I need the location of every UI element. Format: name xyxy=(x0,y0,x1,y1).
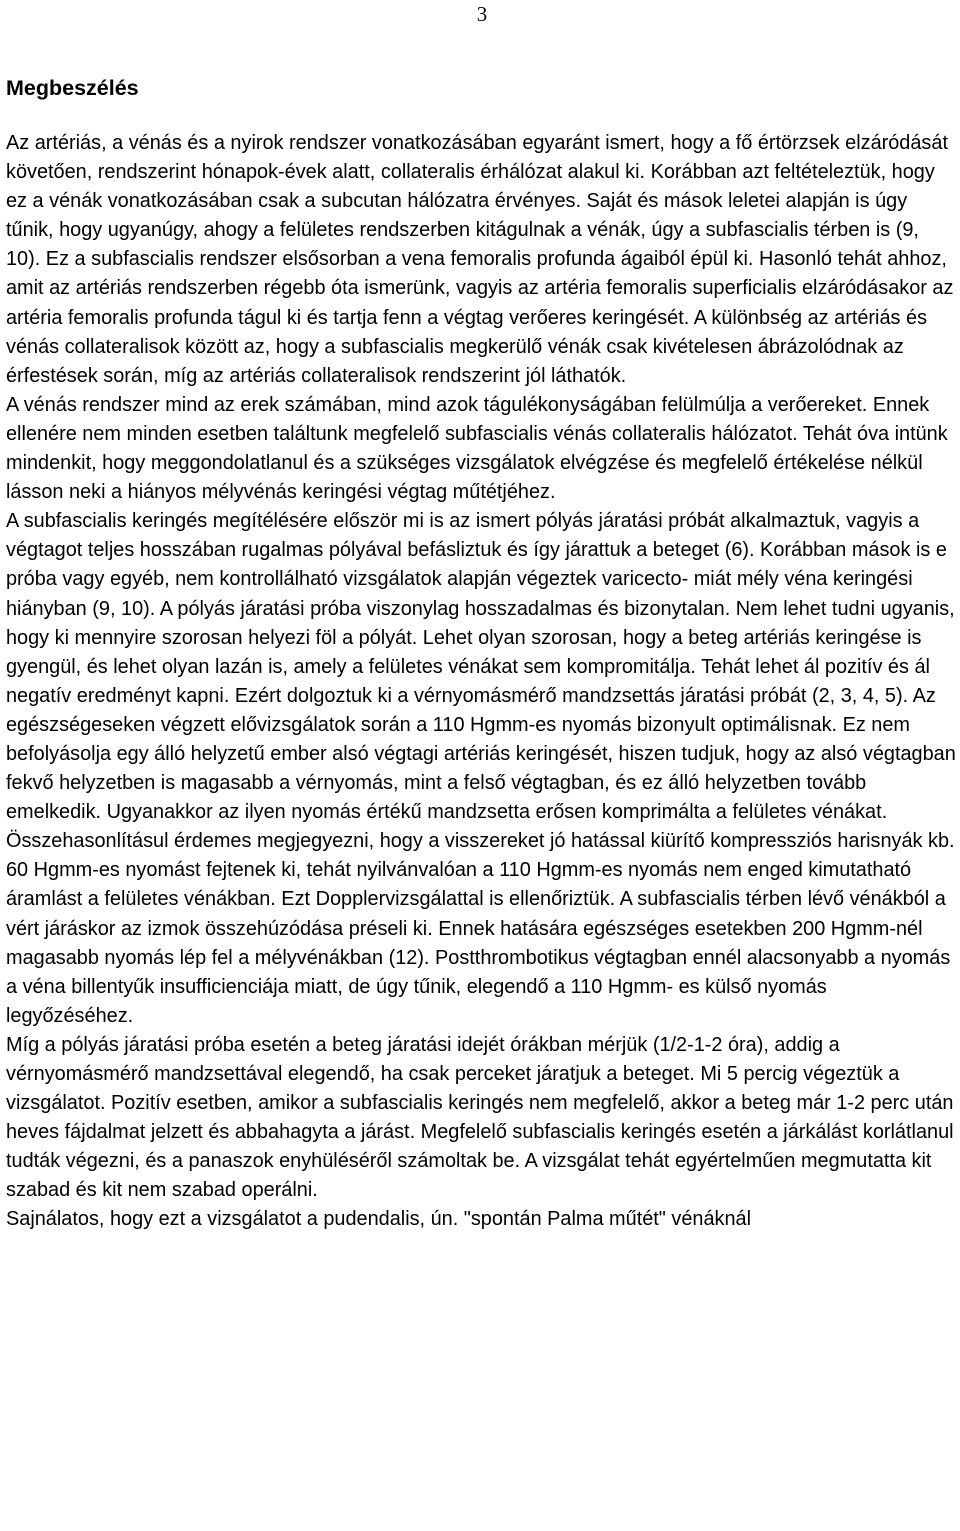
section-heading: Megbeszélés xyxy=(6,76,139,100)
paragraph-3: A subfascialis keringés megítélésére először mi is az ismert pólyás járatási próbát alkalmaztuk, vagyis a végtagot teljes hosszában rugalmas pólyával befásliztuk és így járattuk a beteget (6). Korábban mások is e próba vagy egyéb, nem kontrollálható vizsgálatok alapján végeztek varicecto- miát mély véna keringési hiányban (9, 10). A pólyás járatási próba viszonylag hosszadalmas és bizonytalan. Nem lehet tudni ugyanis, hogy ki mennyire szorosan helyezi föl a pólyát. Lehet olyan szorosan, hogy a beteg artériás keringése is gyengül, és lehet olyan lazán is, amely a felületes vénákat sem kompromitálja. Tehát lehet ál pozitív és ál negatív eredményt kapni. Ezért dolgoztuk ki a vérnyomásmérő mandzsettás járatási próbát (2, 3, 4, 5). Az egészségeseken végzett elővizsgálatok során a 110 Hgmm-es nyomás bizonyult optimálisnak. Ez nem befolyásolja egy álló helyzetű ember alsó végtagi artériás keringését, hiszen tudjuk, hogy az alsó végtagban fekvő helyzetben is magasabb a vérnyomás, mint a felső végtagban, és ez álló helyzetben tovább emelkedik. Ugyanakkor az ilyen nyomás értékű mandzsetta erősen komprimálta a felületes vénákat. Összehasonlításul érdemes megjegyezni, hogy a visszereket jó hatással kiürítő kompressziós harisnyák kb. 60 Hgmm-es nyomást fejtenek ki, tehát nyilvánvalóan a 110 Hgmm-es nyomás nem enged kimutatható áramlást a felületes vénákban. Ezt Dopplervizsgálattal is ellenőriztük. A subfascialis térben lévő vénákból a vért járáskor az izmok összehúzódása préseli ki. Ennek hatására egészséges esetekben 200 Hgmm-nél magasabb nyomás lép fel a mélyvénákban (12). Postthrombotikus végtagban ennél alacsonyabb a nyomás a véna billentyűk insufficienciája miatt, de úgy tűnik, elegendő a 110 Hgmm- es külső nyomás legyőzéséhez. xyxy=(6,510,956,1027)
body-text xyxy=(6,129,956,1235)
paragraph-1: Az artériás, a vénás és a nyirok rendszer vonatkozásában egyaránt ismert, hogy a fő értörzsek elzáródását követően, rendszerint hónapok-évek alatt, collateralis érhálózat alakul ki. Korábban azt feltételeztük, hogy ez a vénák vonatkozásában csak a subcutan hálózatra érvényes. Saját és mások leletei alapján is úgy tűnik, hogy ugyanúgy, ahogy a felületes rendszerben kitágulnak a vénák, úgy a subfascialis térben is (9, 10). Ez a subfascialis rendszer elsősorban a vena femoralis profunda ágaiból épül ki. Hasonló tehát ahhoz, amit az artériás rendszerben régebb óta ismerünk, vagyis az artéria femoralis superficialis elzáródásakor az artéria femoralis profunda tágul ki és tartja fenn a végtag verőeres keringését. A különbség az artériás és vénás collateralisok között az, hogy a subfascialis megkerülő vénák csak kivételesen ábrázolódnak az érfestések során, míg az artériás collateralisok rendszerint jól láthatók. xyxy=(6,132,954,387)
paragraph-2: A vénás rendszer mind az erek számában, mind azok tágulékonyságában felülmúlja a verőereket. Ennek ellenére nem minden esetben találtunk megfelelő subfascialis vénás collateralis hálózatot. Tehát óva intünk mindenkit, hogy meggondolatlanul és a szükséges vizsgálatok elvégzése és megfelelő értékelése nélkül lásson neki a hiányos mélyvénás keringési végtag műtétjéhez. xyxy=(6,393,948,504)
paragraph-4: Míg a pólyás járatási próba esetén a beteg járatási idejét órákban mérjük (1/2-1-2 óra), addig a vérnyomásmérő mandzsettával elegendő, ha csak perceket járatjuk a beteget. Mi 5 percig végeztük a vizsgálatot. Pozitív esetben, amikor a subfascialis keringés nem megfelelő, akkor a beteg már 1-2 perc után heves fájdalmat jelzett és abbahagyta a járást. Megfelelő subfascialis keringés esetén a járkálást korlátlanul tudták végezni, és a panaszok enyhüléséről számoltak be. A vizsgálat tehát egyértelműen megmutatta kit szabad és kit nem szabad operálni. xyxy=(6,1033,954,1202)
paragraph-5: Sajnálatos, hogy ezt a vizsgálatot a pudendalis, ún. "spontán Palma műtét" vénáknál xyxy=(6,1208,752,1231)
page-number: 3 xyxy=(476,2,488,26)
